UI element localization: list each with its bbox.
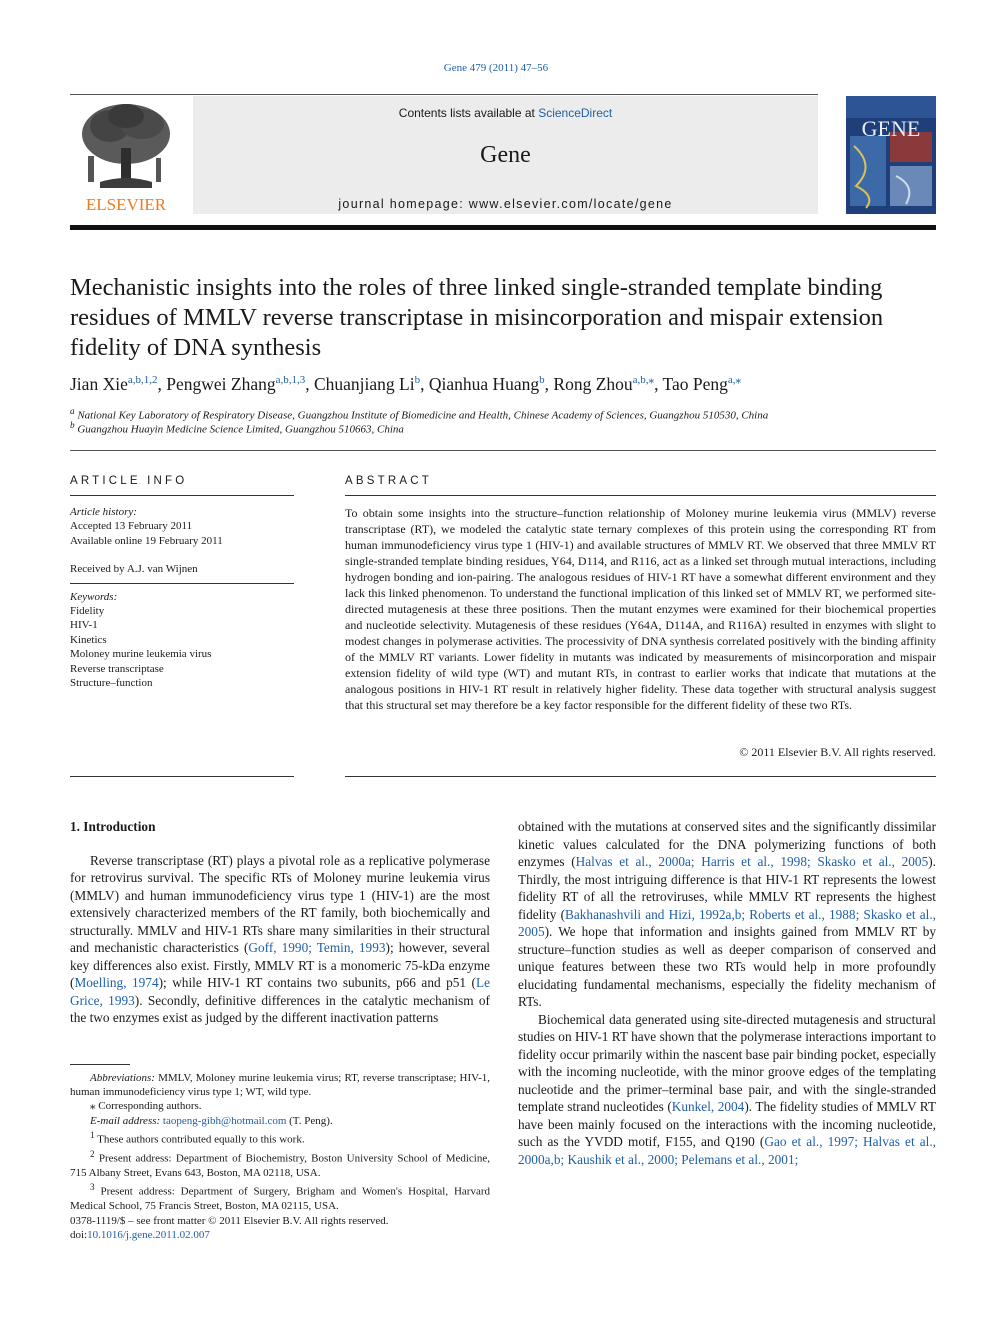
- footnote-3: $^3$ Present address: Department of Surgery, Brigham and Women's Hospital, Harvard Medical School, 75 Francis Street, Boston, MA 02115, USA.: [70, 1181, 491, 1212]
- article-title: Mechanistic insights into the roles of three linked single-stranded template binding residues of MMLV reverse transcriptase in misincorporation and mispair extension fidelity of DNA synthesis: [70, 274, 884, 361]
- keyword: Structure–function: [70, 677, 153, 690]
- article-info-heading: ARTICLE INFO: [70, 475, 188, 487]
- footnote-corresponding: ⁎ Corresponding authors.: [90, 1100, 202, 1113]
- text-run: Reverse transcriptase (RT) plays a pivotal role as a replicative polymerase for retrovirus survival. The specific RTs of Moloney murine leukemia virus (MMLV) and human immunodeficiency virus type 1 (HIV-1) are the most extensively characterized members of the RT family, both biochemically and structurally. MMLV and HIV-1 RTs share many similarities in their structural and mechanistic characteristics (: [70, 852, 490, 955]
- corresponding-text: Corresponding authors.: [98, 1100, 202, 1113]
- author-sep: ,: [420, 373, 429, 394]
- keyword: Reverse transcriptase: [70, 662, 164, 675]
- elsevier-tree-icon: [70, 96, 182, 214]
- keyword: Fidelity: [70, 605, 105, 618]
- abbrev-text: MMLV, Moloney murine leukemia virus; RT, reverse transcriptase; HIV-1, human immunodeficiency virus type 1; WT, wild type.: [70, 1072, 490, 1099]
- text-run: ). Thirdly, the most intriguing difference is that HIV-1 RT represents the lowest fidelity RT of all the retroviruses, while MMLV RT represents the highest fidelity (: [518, 854, 936, 922]
- contents-line: [193, 106, 818, 120]
- footnotes: [70, 1071, 490, 1213]
- email-link[interactable]: taopeng-gibh@hotmail.com: [162, 1114, 287, 1127]
- email-label: E-mail address:: [90, 1114, 161, 1127]
- citation-link[interactable]: Gao et al., 1997; Halvas et al., 2000a,b; Kaushik et al., 2000; Pelemans et al., 2001;: [518, 1134, 936, 1167]
- email-owner: (T. Peng).: [286, 1114, 333, 1127]
- elsevier-logo: [70, 96, 182, 214]
- intro-paragraph-2: [518, 1011, 936, 1169]
- affiliation-mark: a: [70, 406, 75, 416]
- intro-column-right: [518, 818, 936, 1168]
- journal-cover: [846, 96, 936, 214]
- intro-paragraph-1: [70, 852, 490, 1027]
- doi-link[interactable]: 10.1016/j.gene.2011.02.007: [87, 1229, 210, 1241]
- footnote-1: $^1$ These authors contributed equally to this work.: [90, 1129, 305, 1146]
- intro-column-left: [70, 818, 490, 1027]
- elsevier-logo-text: ELSEVIER: [85, 195, 167, 214]
- footnote-email: [70, 1114, 490, 1128]
- author-name[interactable]: Pengwei Zhang: [166, 373, 276, 394]
- author-sup[interactable]: a,b,1,3: [275, 374, 306, 386]
- footnote-3-text: Present address: Department of Surgery, Brigham and Women's Hospital, Harvard Medical School, 75 Francis Street, Boston, MA 02115, USA.: [70, 1185, 491, 1212]
- footnote-2: $^2$ Present address: Department of Biochemistry, Boston University School of Medicine, 715 Albany Street, Evans 643, Boston, MA 02118, USA.: [70, 1148, 490, 1179]
- author-name[interactable]: Jian Xie: [70, 373, 128, 394]
- article-info-rule: [70, 495, 294, 496]
- article-info: [70, 505, 294, 690]
- abstract-text: To obtain some insights into the structure–function relationship of Moloney murine leukemia virus (MMLV) reverse transcriptase (RT), we modeled the catalytic state ternary complexes of this protein using the corresponding RT from human immunodeficiency virus type 1 (HIV-1) and available structures of MMLV RT. We observed that three MMLV RT single-stranded template binding residues, Y64, D114, and R116, act as a linked set through mutual interactions, including hydrogen bonding and ion-pairing. The analogous residues of HIV-1 RT have a somewhat different environment and they lack this linked phenomenon. To understand the functional implication of this linked set of MMLV RT, we performed site-directed mutagenesis at these three positions. Then the mutant enzymes were examined for their biochemical properties and nucleotide selectivity. Mutagenesis of these residues (Y64A, D114A, and R116A) resulted in enzymes with slight to modest changes in polymerase activities. The processivity of DNA synthesis correlated positively with the binding affinity of the MMLV RT variants. Lower fidelity in mutants was indicated by measurements of misincorporation and mispair extension fidelity of wild type (WT) and mutant RTs, in contrast to earlier works that indicate that mutations at the analogous positions in HIV-1 RT result in relatively higher fidelity. These data together with structural analysis suggest that this structural set may therefore be a key factor responsible for the different fidelity of these two RTs.: [345, 506, 936, 712]
- author-sup[interactable]: b: [539, 374, 545, 386]
- footnote-rule: [70, 1064, 130, 1065]
- accepted-date: Accepted 13 February 2011: [70, 520, 193, 533]
- citation-link[interactable]: Bakhanashvili and Hizi, 1992a,b; Roberts et al., 1988; Skasko et al., 2005: [518, 906, 936, 939]
- text-run: ). The fidelity studies of MMLV RT have been mainly focused on the interactions with the incoming nucleotide, such as the YVDD motif, F155, and Q190 (: [518, 1099, 936, 1149]
- author-sup[interactable]: a,b,1,2: [127, 374, 158, 386]
- text-run: Biochemical data generated using site-directed mutagenesis and structural studies on HIV-1 RT have shown that the polymerase interactions important to fidelity occur primarily within the nascent base pair binding pocket, especially with the incoming nucleotide, with the minor groove edges of the templating nucleotide and the primer–terminal base pair, and with the single-stranded template strand nucleotides (: [518, 1011, 936, 1114]
- author-sep: ,: [544, 373, 554, 394]
- history-label: Article history:: [70, 506, 137, 518]
- author-name[interactable]: Tao Peng: [662, 373, 728, 394]
- affiliation-text: Guangzhou Huayin Medicine Science Limited, Guangzhou 510663, China: [77, 423, 404, 436]
- doi-prefix: doi:: [70, 1229, 88, 1241]
- abstract-heading: ABSTRACT: [345, 475, 432, 487]
- text-run: ). We hope that information and insights gained from MMLV RT by structure–function studies as well as deeper comparison of conserved and unique features between these two RTs would help in more profoundly elucidating fundamental mechanisms, especially the fidelity mechanism of RTs.: [518, 924, 936, 1009]
- sciencedirect-link[interactable]: ScienceDirect: [538, 106, 613, 120]
- author-sep: ,: [157, 373, 167, 394]
- citation-link[interactable]: Le Grice, 1993: [70, 975, 490, 1008]
- journal-citation[interactable]: Gene 479 (2011) 47–56: [443, 62, 549, 74]
- affiliation-rule: [70, 450, 936, 451]
- footnote-abbreviations: [70, 1071, 490, 1099]
- affiliation-mark: b: [70, 420, 75, 430]
- text-run: ); while HIV-1 RT contains two subunits, p66 and p51 (: [158, 975, 476, 990]
- citation-link[interactable]: Halvas et al., 2000a; Harris et al., 1998; Skasko et al., 2005: [575, 854, 929, 869]
- citation-link[interactable]: Kunkel, 2004: [671, 1099, 745, 1114]
- header-bottom-rule: [70, 225, 936, 230]
- keyword: Moloney murine leukemia virus: [70, 648, 212, 661]
- issn-line: 0378-1119/$ – see front matter © 2011 Elsevier B.V. All rights reserved.: [70, 1215, 389, 1227]
- author-sep: ,: [654, 373, 663, 394]
- author-sup[interactable]: b: [414, 374, 421, 386]
- page-footer: [70, 1214, 490, 1242]
- affiliation-text: National Key Laboratory of Respiratory Disease, Guangzhou Institute of Biomedicine and Health, Chinese Academy of Sciences, Guangzhou 510530, China: [77, 409, 769, 422]
- received-by: Received by A.J. van Wijnen: [70, 563, 198, 576]
- footnote-2-text: Present address: Department of Biochemistry, Boston University School of Medicine, 715 Albany Street, Evans 643, Boston, MA 02118, USA.: [70, 1152, 490, 1179]
- journal-masthead: [193, 96, 818, 214]
- text-run: ); however, several key differences also exist. Firstly, MMLV RT is a monomeric 75-kDa enzyme (: [70, 940, 490, 990]
- author-sup[interactable]: a,⁎: [727, 374, 742, 386]
- citation-link[interactable]: Goff, 1990; Temin, 1993: [248, 940, 386, 955]
- author-sup[interactable]: a,b,⁎: [632, 374, 655, 386]
- cover-title: GENE: [861, 116, 921, 141]
- keyword: HIV-1: [70, 619, 98, 632]
- header-top-rule: [70, 94, 818, 95]
- author-name[interactable]: Chuanjiang Li: [313, 373, 415, 394]
- citation-link[interactable]: Moelling, 1974: [74, 975, 159, 990]
- abstract-copyright: © 2011 Elsevier B.V. All rights reserved.: [739, 745, 936, 759]
- affiliation-b: [70, 420, 936, 436]
- doi-line: [70, 1228, 490, 1242]
- contents-prefix: Contents lists available at: [398, 106, 539, 120]
- footnote-1-text: These authors contributed equally to this work.: [97, 1133, 305, 1146]
- abstract-bottom-rule: [345, 776, 936, 777]
- author-list: [70, 373, 936, 395]
- section-heading: 1. Introduction: [70, 819, 156, 834]
- author-name[interactable]: Qianhua Huang: [428, 373, 540, 394]
- keywords-label: Keywords:: [70, 590, 118, 603]
- text-run: obtained with the mutations at conserved sites and the significantly dissimilar kinetic values calculated for the DNA polymerizing functions of both enzymes (: [518, 819, 936, 869]
- abbrev-label: Abbreviations:: [90, 1072, 155, 1084]
- info-bottom-rule: [70, 776, 294, 777]
- text-run: ). Secondly, definitive differences in the catalytic mechanism of the two enzymes exist as judged by the different inactivation patterns: [70, 992, 490, 1025]
- author-sep: ,: [305, 373, 314, 394]
- online-date: Available online 19 February 2011: [70, 534, 223, 547]
- abstract-rule: [345, 495, 936, 496]
- author-name[interactable]: Rong Zhou: [553, 373, 633, 394]
- gene-cover-image: [846, 96, 936, 214]
- intro-paragraph-1-cont: [518, 818, 936, 1011]
- journal-homepage[interactable]: journal homepage: www.elsevier.com/locate/gene: [338, 197, 673, 211]
- keyword: Kinetics: [70, 633, 107, 646]
- journal-name: Gene: [480, 142, 531, 168]
